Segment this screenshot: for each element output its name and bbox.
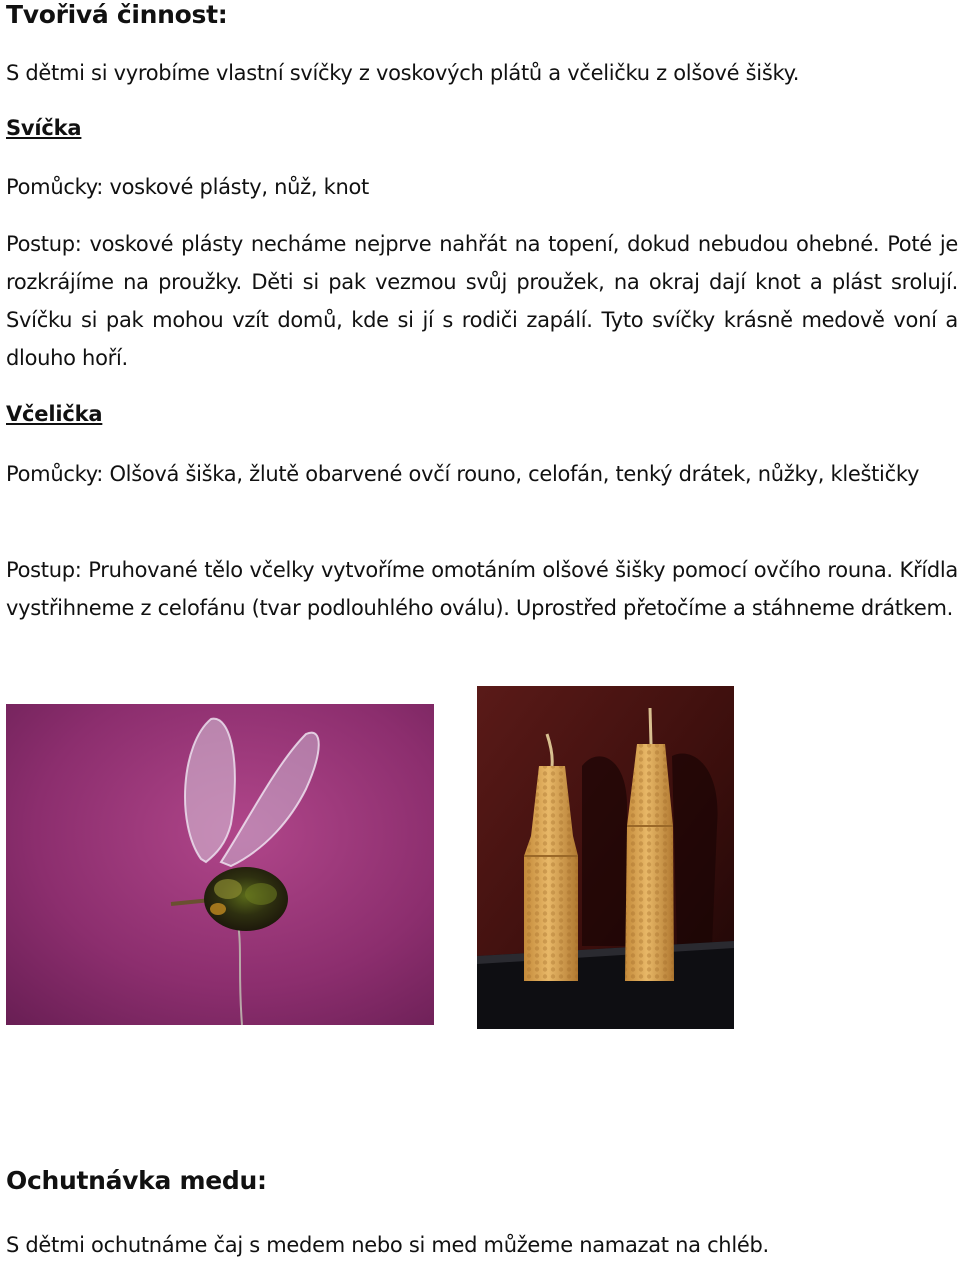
bee-photo [6, 704, 434, 1025]
candle-tools: Pomůcky: voskové plásty, nůž, knot [6, 175, 369, 199]
candles-photo [477, 686, 734, 1029]
candle-heading: Svíčka [6, 116, 82, 140]
intro-paragraph: S dětmi si vyrobíme vlastní svíčky z voskových plátů a včeličku z olšové šišky. [6, 61, 800, 85]
bee-tools: Pomůcky: Olšová šiška, žlutě obarvené ovčí rouno, celofán, tenký drátek, nůžky, kleštičky [6, 462, 920, 486]
section-heading-creative: Tvořivá činnost: [6, 0, 228, 29]
section-heading-honey: Ochutnávka medu: [6, 1166, 267, 1195]
bee-procedure: Postup: Pruhované tělo včelky vytvoříme omotáním olšové šišky pomocí ovčího rouna. Křídla vystřihneme z celofánu (tvar podlouhlého oválu). Uprostřed přetočíme a stáhneme drátkem. [6, 558, 958, 620]
bee-photo-illustration [6, 704, 434, 1025]
bee-heading: Včelička [6, 402, 103, 426]
candles-photo-illustration [477, 686, 734, 1029]
honey-paragraph: S dětmi ochutnáme čaj s medem nebo si med můžeme namazat na chléb. [6, 1233, 769, 1257]
candle-procedure: Postup: voskové plásty necháme nejprve nahřát na topení, dokud nebudou ohebné. Poté je rozkrájíme na proužky. Děti si pak vezmou svůj proužek, na okraj dají knot a plást srolují. Svíčku si pak mohou vzít domů, kde si jí s rodiči zapálí. Tyto svíčky krásně medově voní a dlouho hoří. [6, 232, 958, 370]
